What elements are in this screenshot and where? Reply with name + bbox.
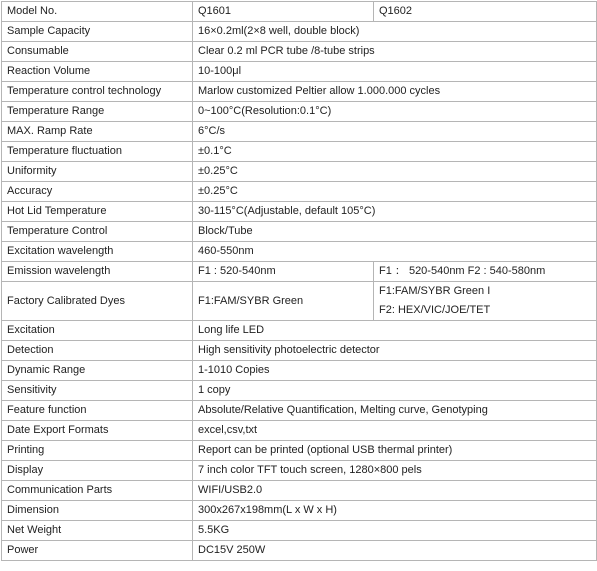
row-value: Long life LED <box>193 321 597 341</box>
table-row <box>2 122 597 142</box>
dye-line-f2: F2: HEX/VIC/JOE/TET <box>379 304 491 316</box>
table-row <box>2 82 597 102</box>
row-label: Temperature Range <box>2 102 193 122</box>
row-label: Excitation wavelength <box>2 242 193 262</box>
row-label: Printing <box>2 441 193 461</box>
row-label: Date Export Formats <box>2 421 193 441</box>
row-label: Sample Capacity <box>2 22 193 42</box>
table-row <box>2 461 597 481</box>
table-row <box>2 42 597 62</box>
row-value: Clear 0.2 ml PCR tube /8-tube strips <box>193 42 597 62</box>
value-q1601: F1 : 520-540nm <box>193 262 374 282</box>
row-value: 16×0.2ml(2×8 well, double block) <box>193 22 597 42</box>
row-label: Feature function <box>2 401 193 421</box>
dye-line-f1: F1:FAM/SYBR Green I <box>379 285 491 297</box>
table-row <box>2 361 597 381</box>
row-value: ±0.25°C <box>193 182 597 202</box>
row-label: Excitation <box>2 321 193 341</box>
row-label: Communication Parts <box>2 481 193 501</box>
table-row <box>2 541 597 561</box>
table-row <box>2 262 597 282</box>
table-row <box>2 2 597 22</box>
row-value: ±0.25°C <box>193 162 597 182</box>
table-row <box>2 521 597 541</box>
spec-table <box>1 1 597 561</box>
table-row <box>2 202 597 222</box>
row-label: Net Weight <box>2 521 193 541</box>
row-value: WIFI/USB2.0 <box>193 481 597 501</box>
table-row <box>2 142 597 162</box>
row-label: Sensitivity <box>2 381 193 401</box>
row-label: Reaction Volume <box>2 62 193 82</box>
table-row <box>2 501 597 521</box>
value-q1601: Q1601 <box>193 2 374 22</box>
row-label: Factory Calibrated Dyes <box>2 282 193 321</box>
row-value: 0~100°C(Resolution:0.1°C) <box>193 102 597 122</box>
table-row <box>2 282 597 321</box>
table-row <box>2 222 597 242</box>
row-value: 5.5KG <box>193 521 597 541</box>
row-label: Dynamic Range <box>2 361 193 381</box>
table-row <box>2 341 597 361</box>
row-value: 10-100μl <box>193 62 597 82</box>
table-row <box>2 102 597 122</box>
row-label: Temperature Control <box>2 222 193 242</box>
table-row <box>2 62 597 82</box>
table-row <box>2 22 597 42</box>
row-label: Emission wavelength <box>2 262 193 282</box>
row-label: Power <box>2 541 193 561</box>
row-label: Temperature fluctuation <box>2 142 193 162</box>
row-label: Uniformity <box>2 162 193 182</box>
row-value: Absolute/Relative Quantification, Melting curve, Genotyping <box>193 401 597 421</box>
table-row <box>2 162 597 182</box>
row-value: 30-115°C(Adjustable, default 105°C) <box>193 202 597 222</box>
row-value: 6°C/s <box>193 122 597 142</box>
row-value: Block/Tube <box>193 222 597 242</box>
row-label: Detection <box>2 341 193 361</box>
row-value: High sensitivity photoelectric detector <box>193 341 597 361</box>
row-label: Accuracy <box>2 182 193 202</box>
row-value: 1-1010 Copies <box>193 361 597 381</box>
value-q1602: F1 ： 520-540nm F2 : 540-580nm <box>374 262 597 282</box>
table-row <box>2 321 597 341</box>
row-label: Temperature control technology <box>2 82 193 102</box>
table-row <box>2 421 597 441</box>
table-row <box>2 481 597 501</box>
row-value: 7 inch color TFT touch screen, 1280×800 pels <box>193 461 597 481</box>
row-value: Marlow customized Peltier allow 1.000.000 cycles <box>193 82 597 102</box>
table-row <box>2 182 597 202</box>
value-q1601: F1:FAM/SYBR Green <box>193 282 374 321</box>
row-value: 460-550nm <box>193 242 597 262</box>
table-row <box>2 242 597 262</box>
row-value: 1 copy <box>193 381 597 401</box>
table-row <box>2 441 597 461</box>
row-label: Model No. <box>2 2 193 22</box>
row-label: Hot Lid Temperature <box>2 202 193 222</box>
row-value: excel,csv,txt <box>193 421 597 441</box>
row-label: Dimension <box>2 501 193 521</box>
row-label: MAX. Ramp Rate <box>2 122 193 142</box>
row-value: 300x267x198mm(L x W x H) <box>193 501 597 521</box>
row-label: Display <box>2 461 193 481</box>
value-q1602: Q1602 <box>374 2 597 22</box>
row-value: DC15V 250W <box>193 541 597 561</box>
row-label: Consumable <box>2 42 193 62</box>
table-row <box>2 401 597 421</box>
value-q1602 <box>374 282 597 321</box>
table-row <box>2 381 597 401</box>
row-value: ±0.1°C <box>193 142 597 162</box>
row-value: Report can be printed (optional USB thermal printer) <box>193 441 597 461</box>
